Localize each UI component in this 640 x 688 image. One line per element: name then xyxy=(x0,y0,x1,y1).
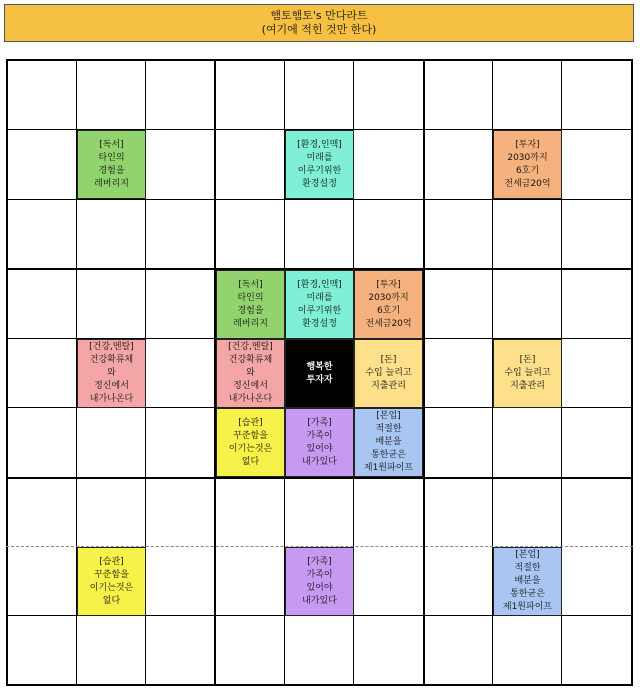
goal-text-line: [습관] xyxy=(99,556,124,567)
goal-text-line: 이루기위한 xyxy=(297,305,342,316)
goal-text-line: 제1원파이프 xyxy=(363,463,414,473)
goal-text-line: 가족이 xyxy=(306,430,333,441)
center-goal-money[interactable] xyxy=(354,339,423,408)
goal-text-line: 꾸준함을 xyxy=(233,430,268,441)
goal-text-line: 레버리지 xyxy=(233,318,268,329)
goal-text-line: [본업] xyxy=(515,550,540,560)
goal-text-line: 6호기 xyxy=(376,305,401,316)
goal-text-line: 레버리지 xyxy=(94,178,129,189)
goal-text-line: 통한균은 xyxy=(510,589,545,599)
goal-text-line: [본업] xyxy=(376,411,401,421)
goal-text-line: 가족이 xyxy=(306,569,333,580)
goal-text-line: [습관] xyxy=(238,417,263,428)
goal-text-line: 전세금20억 xyxy=(504,178,551,189)
goal-text-line: 미래를 xyxy=(306,152,333,163)
goal-text-line: [환경,인맥] xyxy=(297,139,342,150)
goal-text-line: 와 xyxy=(107,368,116,378)
goal-text-line: 제1원파이프 xyxy=(502,602,553,612)
goal-text-line: 6호기 xyxy=(515,165,540,176)
core-goal-cell[interactable] xyxy=(285,339,354,408)
goal-text-line: 환경설정 xyxy=(302,318,337,329)
goal-cell-environment[interactable] xyxy=(285,130,354,199)
goal-text-line: 2030까지 xyxy=(368,292,409,303)
center-goal-habit[interactable] xyxy=(216,408,285,477)
goal-text-line: [건강,멘탈] xyxy=(228,342,273,352)
grid-line xyxy=(6,59,633,61)
goal-text-line: 배분을 xyxy=(514,576,541,586)
goal-text-line: 정신에서 xyxy=(94,381,129,391)
goal-text-line: 없다 xyxy=(102,595,121,606)
goal-cell-health[interactable] xyxy=(77,339,146,408)
goal-text-line: [독서] xyxy=(99,139,124,150)
goal-text-line: [돈] xyxy=(519,355,536,365)
center-goal-reading[interactable] xyxy=(216,270,285,339)
center-goal-family[interactable] xyxy=(285,408,354,477)
goal-text-line: 건강확류체 xyxy=(89,355,134,365)
goal-text-line: 행복한 xyxy=(306,361,333,372)
goal-text-line: 2030까지 xyxy=(507,152,548,163)
goal-text-line: 내가있다 xyxy=(302,595,337,606)
goal-text-line: [투자] xyxy=(515,139,540,150)
title-main: 햄토햄토's 만다라트 xyxy=(270,9,368,22)
goal-text-line: [건강,멘탈] xyxy=(89,342,134,352)
goal-text-line: 수입 늘리고 xyxy=(365,368,412,378)
goal-text-line: 건강확류체 xyxy=(228,355,273,365)
grid-line xyxy=(6,477,633,479)
goal-text-line: 이기는것은 xyxy=(89,582,134,593)
grid-line xyxy=(6,684,633,686)
goal-text-line: [투자] xyxy=(376,279,401,290)
goal-text-line: 경험을 xyxy=(237,305,264,316)
goal-text-line: 통한균은 xyxy=(371,450,406,460)
goal-text-line: 적절한 xyxy=(514,563,541,573)
goal-text-line: 이루기위한 xyxy=(297,165,342,176)
goal-text-line: 적절한 xyxy=(375,424,402,434)
goal-cell-reading[interactable] xyxy=(77,130,146,199)
goal-text-line: 있어야 xyxy=(306,582,333,593)
title-sub: (여기에 적힌 것만 한다) xyxy=(261,23,377,36)
goal-cell-family[interactable] xyxy=(285,547,354,616)
goal-text-line: 꾸준함을 xyxy=(94,569,129,580)
goal-text-line: 정신에서 xyxy=(233,381,268,391)
grid-line xyxy=(6,59,8,686)
goal-text-line: 이기는것은 xyxy=(228,443,273,454)
goal-text-line: 지출관리 xyxy=(371,381,406,391)
center-goal-environment[interactable] xyxy=(285,270,354,339)
goal-text-line: 지출관리 xyxy=(510,381,545,391)
goal-text-line: 환경설정 xyxy=(302,178,337,189)
goal-text-line: 와 xyxy=(246,368,255,378)
goal-text-line: [환경,인맥] xyxy=(297,279,342,290)
goal-cell-money[interactable] xyxy=(493,339,562,408)
goal-text-line: 타인의 xyxy=(98,152,125,163)
goal-text-line: 없다 xyxy=(241,456,260,467)
center-goal-business[interactable] xyxy=(354,408,423,477)
goal-text-line: [독서] xyxy=(238,279,263,290)
center-goal-health[interactable] xyxy=(216,339,285,408)
goal-text-line: [돈] xyxy=(380,355,397,365)
goal-text-line: 수입 늘리고 xyxy=(504,368,551,378)
grid-line xyxy=(423,59,425,686)
goal-text-line: 투자자 xyxy=(306,374,333,385)
goal-text-line: 미래를 xyxy=(306,292,333,303)
goal-cell-business[interactable] xyxy=(493,547,562,616)
goal-text-line: 내가있다 xyxy=(302,456,337,467)
goal-text-line: 내가나온다 xyxy=(89,394,134,404)
goal-text-line: 경험을 xyxy=(98,165,125,176)
goal-text-line: 배분을 xyxy=(375,437,402,447)
goal-cell-investment[interactable] xyxy=(493,130,562,199)
grid-line xyxy=(631,59,633,686)
goal-text-line: 내가나온다 xyxy=(228,394,273,404)
center-goal-investment[interactable] xyxy=(354,270,423,339)
grid-line xyxy=(6,199,633,200)
goal-text-line: 타인의 xyxy=(237,292,264,303)
goal-text-line: [가족] xyxy=(307,417,332,428)
goal-text-line: 전세금20억 xyxy=(365,318,412,329)
goal-text-line: 있어야 xyxy=(306,443,333,454)
goal-text-line: [가족] xyxy=(307,556,332,567)
goal-cell-habit[interactable] xyxy=(77,547,146,616)
